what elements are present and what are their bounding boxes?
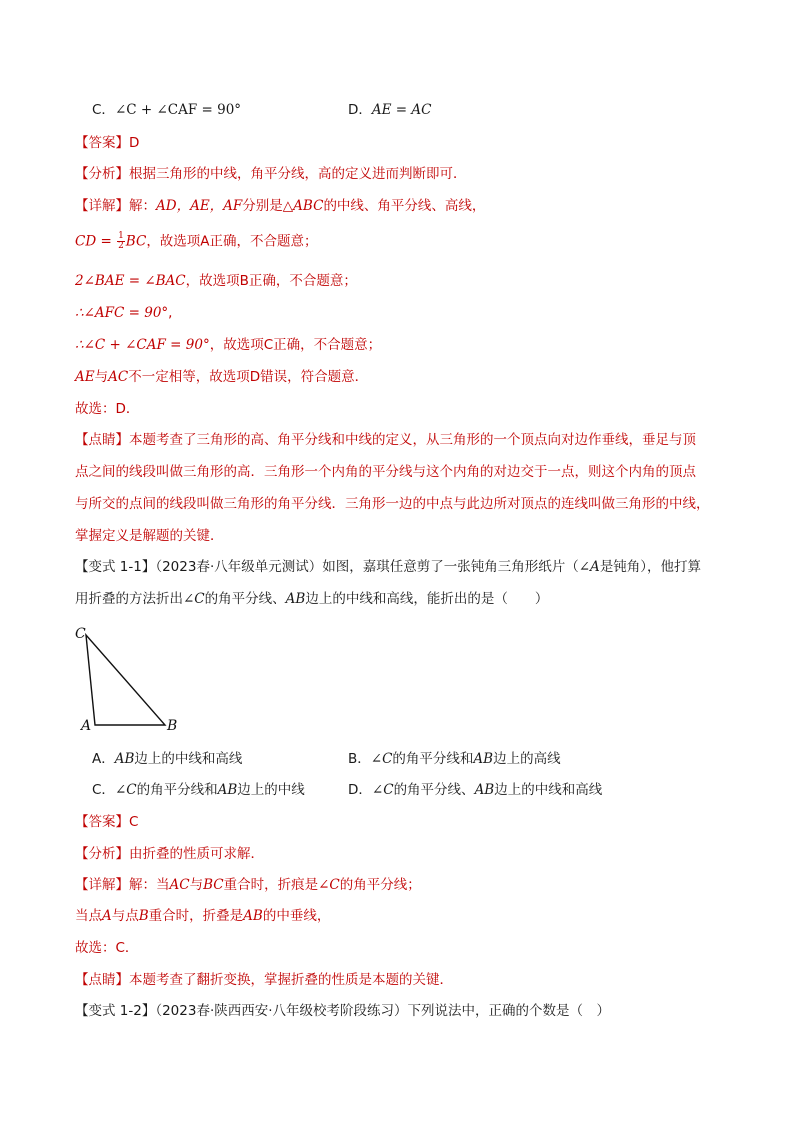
q1-comment-line-3: 与所交的点间的线段叫做三角形的角平分线．三角形一边的中点与此边所对顶点的连线叫做三角形的中线， — [75, 496, 710, 512]
option-label: C． — [92, 782, 115, 798]
option-math: AB — [474, 782, 495, 798]
detail-math: ∴∠AFC = 90° — [75, 305, 169, 321]
option-label: D． — [348, 782, 372, 798]
comment-text: 本题考查了三角形的高、角平分线和中线的定义，从三角形的一个顶点向对边作垂线，垂足与顶 — [129, 432, 696, 448]
detail-math: A — [102, 908, 112, 924]
q2-option-b — [348, 750, 561, 768]
question-source: （2023春·陕西西安·八年级校考阶段练习） — [155, 1003, 408, 1019]
question-text: 用折叠的方法折出 — [75, 591, 183, 607]
question-math: ∠C — [183, 591, 205, 607]
answer-tag: 【答案】 — [75, 135, 129, 151]
option-text: 边上的中线 — [237, 782, 305, 798]
q1-detail-line-6 — [75, 368, 368, 386]
answer-tag: 【答案】 — [75, 814, 129, 830]
q2-detail-line-2 — [75, 907, 330, 925]
option-math: AB — [473, 751, 494, 767]
detail-math: AC — [108, 369, 129, 385]
option-text: 边上的高线 — [493, 751, 561, 767]
analysis-tag: 【分析】 — [75, 846, 129, 862]
option-math: AE = AC — [371, 102, 432, 118]
detail-math: ∠C — [318, 877, 340, 893]
detail-math: CD = — [75, 233, 117, 250]
question-text: 是钝角），他打算 — [599, 559, 702, 575]
option-math: AB — [217, 782, 238, 798]
fraction-numerator: 1 — [118, 231, 124, 241]
detail-tag: 【详解】 — [75, 877, 129, 893]
detail-math: AD，AE，AF — [156, 198, 243, 214]
q2-answer — [75, 813, 138, 831]
q1-option-c — [92, 101, 241, 119]
option-math: ∠C + ∠CAF = 90° — [114, 102, 242, 118]
q2-stem-line-1 — [75, 558, 701, 576]
vertex-label-b: B — [167, 718, 178, 734]
question-math: AB — [285, 591, 306, 607]
q2-option-d — [348, 781, 602, 799]
analysis-tag: 【分析】 — [75, 166, 129, 182]
detail-text: ，故选项C正确，不合题意； — [209, 337, 382, 353]
detail-math: ∴∠C + ∠CAF = 90° — [75, 337, 210, 353]
detail-text: , — [168, 305, 173, 321]
comment-text: 本题考查了翻折变换，掌握折叠的性质是本题的关键． — [129, 972, 453, 988]
detail-text: 与点 — [111, 908, 139, 924]
option-text: 的角平分线和 — [136, 782, 218, 798]
detail-math: AE — [75, 369, 95, 385]
detail-text: 解：当 — [129, 877, 170, 893]
fraction-denominator: 2 — [118, 241, 124, 251]
q1-detail-line-3 — [75, 272, 357, 290]
q1-analysis — [75, 165, 467, 183]
comment-tag: 【点睛】 — [75, 432, 129, 448]
option-text: 的角平分线、 — [393, 782, 475, 798]
q1-detail-line-5 — [75, 336, 381, 354]
vertex-label-c: C — [75, 626, 86, 642]
q3-stem — [75, 1002, 610, 1020]
q2-detail-line-1 — [75, 876, 421, 894]
q1-detail-line-2 — [75, 232, 318, 251]
detail-text: 的中垂线， — [262, 908, 331, 924]
answer-value: D — [129, 135, 140, 151]
q1-option-d — [348, 101, 431, 119]
detail-math: AB — [243, 908, 263, 924]
option-label: B． — [348, 751, 371, 767]
detail-text: 解： — [129, 198, 156, 214]
option-text: 边上的中线和高线 — [494, 782, 603, 798]
detail-text: 当点 — [75, 908, 102, 924]
detail-text: 的角平分线； — [339, 877, 421, 893]
question-source: （2023春·八年级单元测试） — [155, 559, 323, 575]
q1-choose: 故选：D． — [75, 401, 140, 417]
q1-comment-line-1 — [75, 431, 696, 449]
detail-text: 与 — [94, 369, 109, 385]
detail-text: 不一定相等，故选项D错误，符合题意． — [128, 369, 369, 385]
q1-comment-line-4: 掌握定义是解题的关键． — [75, 528, 224, 544]
q2-option-a — [92, 750, 242, 768]
answer-value: C — [129, 814, 139, 830]
detail-text: ，故选项A正确，不合题意； — [146, 233, 318, 250]
triangle-figure — [70, 622, 200, 737]
question-text: 边上的中线和高线，能折出的是（ ） — [305, 591, 549, 607]
q2-choose: 故选：C． — [75, 940, 139, 956]
option-label: D． — [348, 102, 372, 118]
question-tag: 【变式 1-2】 — [75, 1003, 156, 1019]
question-text: 下列说法中，正确的个数是（ ） — [407, 1003, 611, 1019]
detail-text: 与 — [189, 877, 204, 893]
q1-detail-line-1 — [75, 197, 485, 215]
option-text: 边上的中线和高线 — [134, 751, 243, 767]
vertex-label-a: A — [81, 718, 92, 734]
question-text: 的角平分线、 — [204, 591, 286, 607]
detail-text: 重合时，折痕是 — [223, 877, 319, 893]
q2-stem-line-2 — [75, 590, 548, 608]
detail-text: 重合时，折叠是 — [148, 908, 244, 924]
q1-detail-line-4 — [75, 304, 172, 322]
question-math: ∠A — [578, 559, 600, 575]
question-tag: 【变式 1-1】 — [75, 559, 156, 575]
comment-tag: 【点睛】 — [75, 972, 129, 988]
detail-tag: 【详解】 — [75, 198, 129, 214]
q1-comment-line-2: 点之间的线段叫做三角形的高．三角形一个内角的平分线与这个内角的对边交于一点，则这个内角的顶点 — [75, 464, 696, 480]
option-text: 的角平分线和 — [392, 751, 474, 767]
analysis-text: 由折叠的性质可求解． — [129, 846, 264, 862]
detail-text: ，故选项B正确，不合题意； — [185, 273, 357, 289]
q2-option-c — [92, 781, 305, 799]
triangle-abc — [86, 635, 165, 725]
option-math: ∠C — [370, 751, 393, 767]
detail-text: 的中线、角平分线、高线， — [323, 198, 486, 214]
fraction — [117, 232, 125, 251]
detail-math: B — [138, 908, 149, 924]
option-label: C． — [92, 102, 115, 118]
detail-text: 分别是 — [242, 198, 283, 214]
detail-math: △ABC — [282, 198, 324, 214]
q2-analysis — [75, 845, 264, 863]
option-label: A． — [92, 751, 115, 767]
detail-math: 2∠BAE = ∠BAC — [75, 273, 186, 289]
q1-answer — [75, 134, 139, 152]
detail-math: AC — [169, 877, 190, 893]
analysis-text: 根据三角形的中线，角平分线，高的定义进而判断即可． — [129, 166, 467, 182]
option-math: AB — [114, 751, 135, 767]
question-text: 如图，嘉琪任意剪了一张钝角三角形纸片（ — [322, 559, 579, 575]
detail-math: BC — [203, 877, 224, 893]
q2-comment — [75, 971, 453, 989]
option-math: ∠C — [114, 782, 137, 798]
option-math: ∠C — [371, 782, 394, 798]
detail-math: BC — [125, 233, 147, 250]
